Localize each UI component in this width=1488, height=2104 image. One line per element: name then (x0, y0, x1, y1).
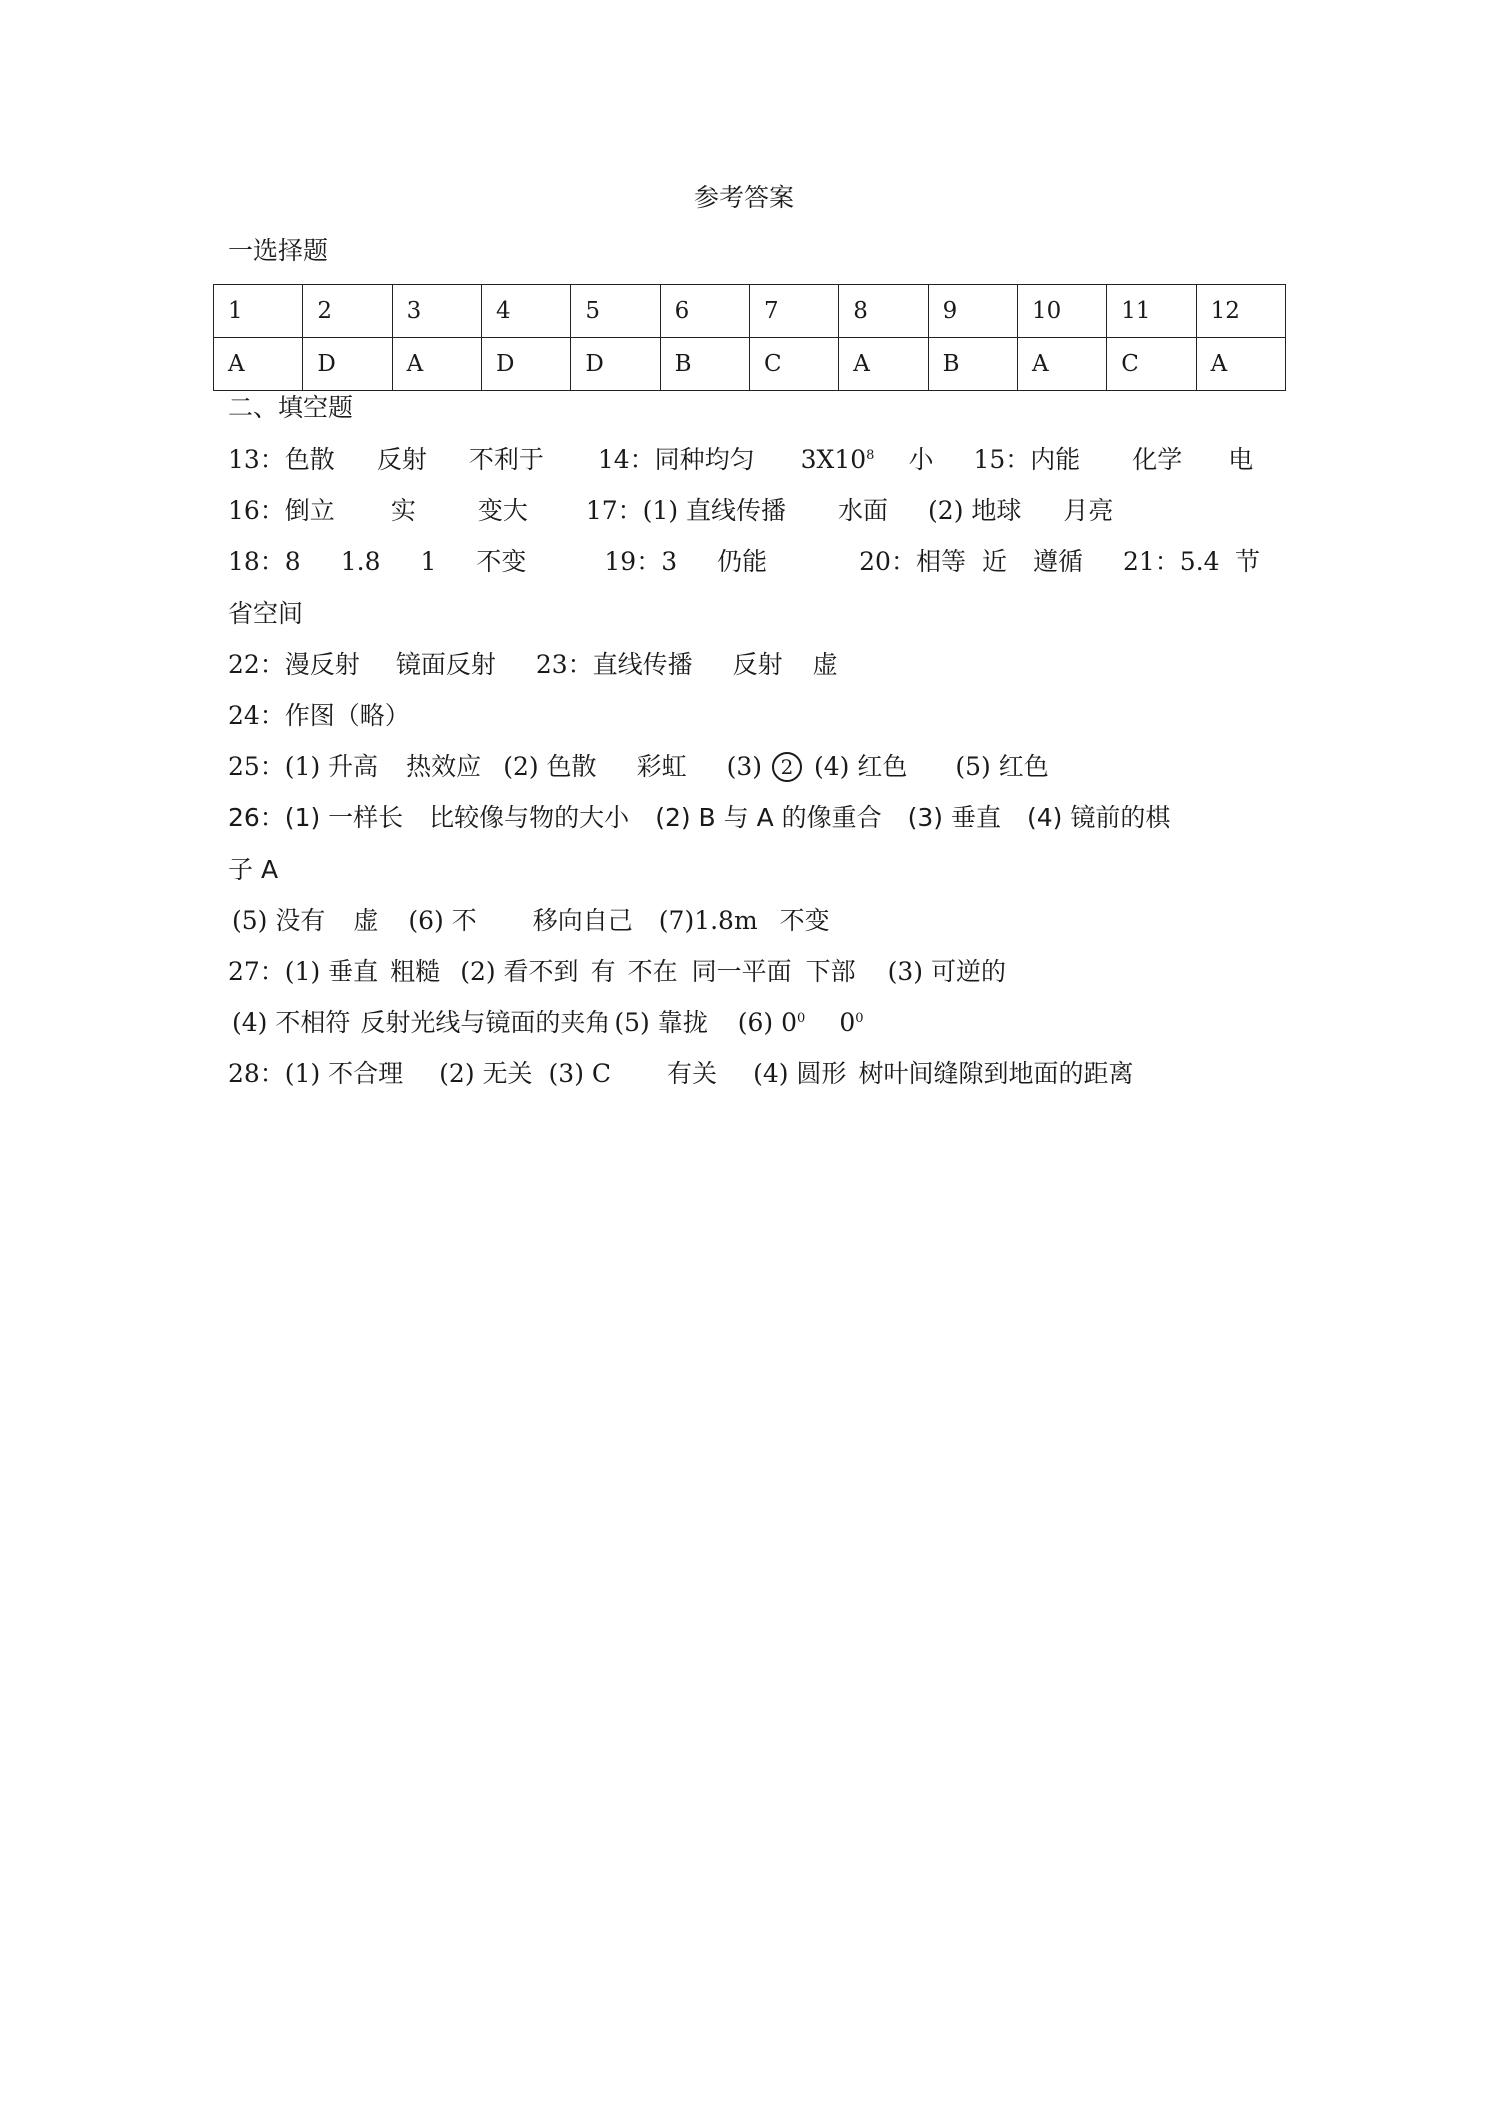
table-cell: D (303, 338, 392, 391)
answer-segment: 仍能 (717, 547, 768, 576)
answer-segment: 1.8 (340, 547, 381, 576)
answer-segment: (3) 垂直 (907, 803, 1002, 832)
answer-segment: 有 (590, 957, 616, 986)
answer-segment: 25：(1) 升高 (228, 752, 379, 781)
answer-segment: 15：内能 (973, 445, 1081, 474)
answer-segment: 比较像与物的大小 (429, 803, 630, 832)
answer-line-22 (228, 647, 1288, 683)
answer-segment: 小 (908, 445, 934, 474)
table-cell: 5 (571, 285, 660, 338)
answer-segment: (2) 无关 (439, 1059, 533, 1088)
answer-segment: 18：8 (228, 547, 301, 576)
answer-segment: 虚 (812, 650, 838, 679)
table-row-answers (214, 338, 1286, 391)
answer-segment-speed (801, 442, 875, 478)
answer-segment: 遵循 (1032, 547, 1083, 576)
table-cell: 9 (928, 285, 1017, 338)
angle-value (839, 1005, 863, 1041)
table-cell: A (214, 338, 303, 391)
table-cell: D (481, 338, 570, 391)
answer-segment: (2) 看不到 (460, 957, 579, 986)
answer-segment: 热效应 (406, 752, 482, 781)
answer-segment: 20：相等 (859, 547, 966, 576)
table-cell: B (928, 338, 1017, 391)
answer-line-24: 24：作图（略） (228, 701, 410, 730)
answer-line-18 (228, 544, 1288, 580)
table-cell: 3 (392, 285, 481, 338)
answer-segment: 变大 (477, 496, 528, 525)
page-title: 参考答案 (693, 183, 794, 212)
answer-segment: 17：(1) 直线传播 (585, 496, 787, 525)
answer-segment: 1 (420, 547, 437, 576)
angle-base: (6) 0 (737, 1008, 798, 1037)
answer-line-25 (228, 749, 1288, 785)
answer-segment: 移向自己 (532, 906, 633, 935)
answer-segment: 不在 (627, 957, 678, 986)
speed-exponent: 8 (866, 448, 875, 463)
table-cell: A (1196, 338, 1285, 391)
answer-segment: 13：色散 (228, 445, 335, 474)
answer-line-26 (228, 800, 1288, 836)
answer-segment: 23：直线传播 (535, 650, 693, 679)
answer-segment: (3) 可逆的 (887, 957, 1006, 986)
answer-segment: 22：漫反射 (228, 650, 360, 679)
answer-segment: 虚 (353, 906, 379, 935)
answer-segment: (7)1.8m (658, 906, 758, 935)
answer-segment: 19：3 (604, 547, 678, 576)
answer-segment: (3) (726, 752, 762, 781)
answer-segment: (2) 色散 (503, 752, 597, 781)
table-cell: A (1017, 338, 1106, 391)
answer-segment: (5) 红色 (955, 752, 1049, 781)
answer-line-16 (228, 493, 1288, 529)
circled-number: 2 (772, 752, 802, 782)
answer-segment: 月亮 (1063, 496, 1114, 525)
section-fill-heading: 二、填空题 (228, 393, 354, 422)
table-cell: A (392, 338, 481, 391)
answer-segment: 有关 (667, 1059, 718, 1088)
answer-segment: (4) 镜前的棋 (1027, 803, 1171, 832)
table-cell: D (571, 338, 660, 391)
table-cell: A (839, 338, 928, 391)
answer-segment: 不利于 (468, 445, 544, 474)
section-choice-heading: 一选择题 (228, 236, 329, 265)
answer-segment: 反射光线与镜面的夹角 (360, 1008, 611, 1037)
answer-segment: 下部 (805, 957, 856, 986)
answer-line-13 (228, 442, 1288, 478)
angle-value (738, 1005, 806, 1041)
table-cell: 8 (839, 285, 928, 338)
answer-segment: 镜面反射 (395, 650, 496, 679)
degree-superscript: 0 (855, 1011, 864, 1026)
answer-line-27-part2 (232, 1005, 1292, 1041)
answer-line-26-part2 (232, 903, 1292, 939)
answer-segment: (2) 地球 (928, 496, 1022, 525)
table-cell: C (749, 338, 838, 391)
answer-segment: (5) 靠拢 (614, 1008, 708, 1037)
answer-segment: (6) 不 (408, 906, 477, 935)
answer-segment: 水面 (838, 496, 889, 525)
answer-segment: 16：倒立 (228, 496, 335, 525)
answer-segment: 反射 (732, 650, 783, 679)
answer-segment: 近 (981, 547, 1007, 576)
answer-segment: (3) C (548, 1059, 612, 1088)
answer-line-18-continued: 省空间 (228, 599, 304, 628)
answer-segment: (2) B 与 A 的像重合 (655, 803, 882, 832)
table-cell: 7 (749, 285, 838, 338)
answer-segment: 28：(1) 不合理 (228, 1059, 404, 1088)
answer-segment: (4) 圆形 (753, 1059, 847, 1088)
table-cell: B (660, 338, 749, 391)
answer-segment: (5) 没有 (232, 906, 326, 935)
answer-segment: 21：5.4 (1122, 547, 1220, 576)
answer-segment: 粗糙 (390, 957, 441, 986)
table-cell: 1 (214, 285, 303, 338)
table-cell: C (1107, 338, 1196, 391)
choice-answer-table (213, 284, 1286, 391)
table-cell: 11 (1107, 285, 1196, 338)
degree-superscript: 0 (797, 1011, 806, 1026)
answer-segment: (4) 不相符 (232, 1008, 351, 1037)
answer-segment: 彩虹 (636, 752, 687, 781)
speed-base: 3X10 (800, 445, 867, 474)
answer-segment: 化学 (1132, 445, 1183, 474)
answer-segment: 同一平面 (691, 957, 792, 986)
answer-segment: 节 (1234, 547, 1260, 576)
answer-segment: 反射 (376, 445, 427, 474)
answer-line-28 (228, 1056, 1288, 1092)
answer-segment: 电 (1228, 445, 1254, 474)
answer-segment: 不变 (779, 906, 830, 935)
table-cell: 6 (660, 285, 749, 338)
angle-base: 0 (839, 1008, 856, 1037)
table-row-numbers (214, 285, 1286, 338)
table-cell: 4 (481, 285, 570, 338)
answer-segment: 26：(1) 一样长 (228, 803, 404, 832)
answer-line-27 (228, 954, 1288, 990)
answer-segment: (4) 红色 (814, 752, 908, 781)
table-cell: 10 (1017, 285, 1106, 338)
answer-segment: 不变 (476, 547, 527, 576)
table-cell: 12 (1196, 285, 1285, 338)
answer-line-26-continued: 子 A (228, 855, 279, 884)
table-cell: 2 (303, 285, 392, 338)
answer-segment: 树叶间缝隙到地面的距离 (858, 1059, 1134, 1088)
answer-segment: 实 (390, 496, 416, 525)
answer-segment: 14：同种均匀 (597, 445, 755, 474)
answer-segment: 27：(1) 垂直 (228, 957, 379, 986)
